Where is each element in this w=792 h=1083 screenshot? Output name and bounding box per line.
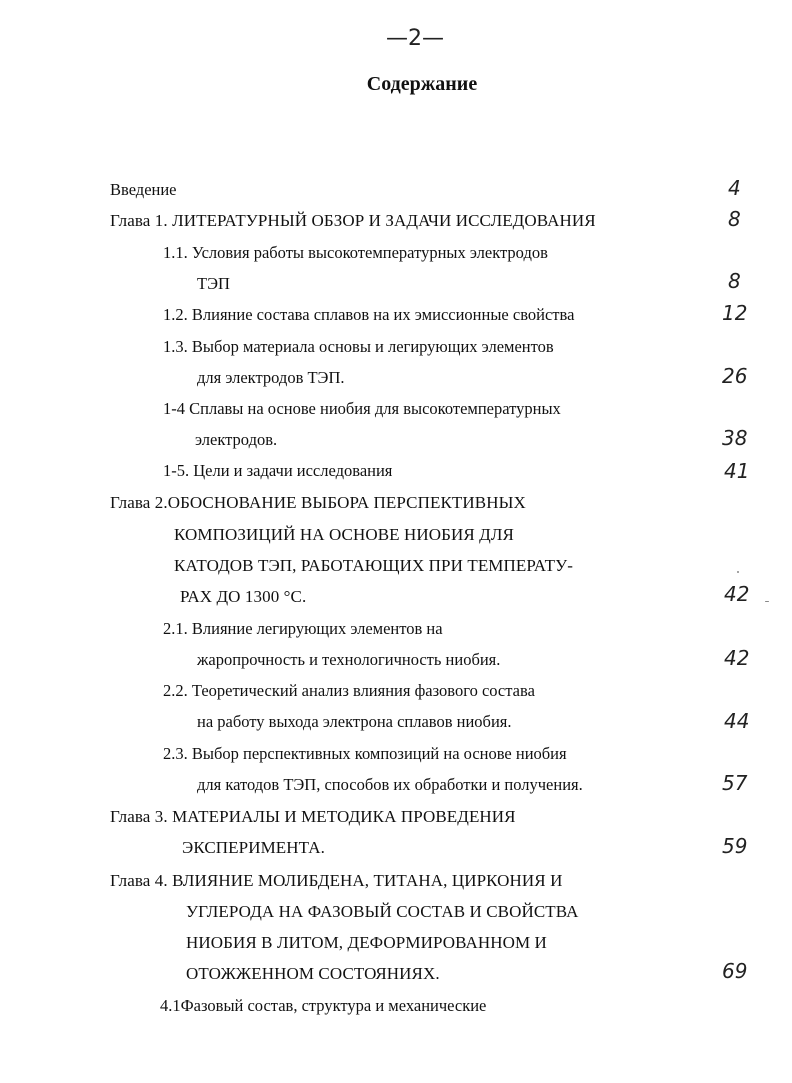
toc-entry-chapter-3-cont: ЭКСПЕРИМЕНТА. [182, 838, 326, 857]
toc-entry-2-1-cont: жаропрочность и технологичность ниобия. [197, 650, 501, 669]
scan-speck [737, 571, 739, 573]
toc-page-number: 41 [724, 459, 750, 483]
toc-entry-chapter-2-cont: КОМПОЗИЦИЙ НА ОСНОВЕ НИОБИЯ ДЛЯ [174, 525, 514, 544]
toc-page-number: 42 [724, 646, 750, 670]
toc-entry-1-4: 1-4 Сплавы на основе ниобия для высокотемпературных [163, 399, 561, 418]
toc-page-number: 57 [722, 771, 748, 795]
toc-page-number: 44 [724, 709, 750, 733]
toc-entry-2-3-cont: для катодов ТЭП, способов их обработки и получения. [197, 775, 583, 794]
toc-entry-chapter-1: Глава 1. ЛИТЕРАТУРНЫЙ ОБЗОР И ЗАДАЧИ ИССЛЕДОВАНИЯ [110, 211, 596, 230]
toc-page-number: 8 [728, 269, 741, 293]
page-number: —2— [386, 26, 444, 51]
toc-entry-1-2: 1.2. Влияние состава сплавов на их эмиссионные свойства [163, 305, 575, 324]
toc-entry-1-4-cont: электродов. [195, 430, 278, 449]
toc-entry-2-3: 2.3. Выбор перспективных композиций на основе ниобия [163, 744, 567, 763]
toc-entry-chapter-2: Глава 2.ОБОСНОВАНИЕ ВЫБОРА ПЕРСПЕКТИВНЫХ [110, 493, 526, 512]
toc-entry-chapter-4: Глава 4. ВЛИЯНИЕ МОЛИБДЕНА, ТИТАНА, ЦИРКОНИЯ И [110, 871, 563, 890]
toc-page-number: 69 [722, 959, 748, 983]
toc-page-number: 8 [728, 207, 741, 231]
toc-page-number: 26 [722, 364, 748, 388]
page-title: Содержание [366, 73, 478, 95]
toc-entry-1-3-cont: для электродов ТЭП. [197, 368, 345, 387]
scan-speck [765, 601, 769, 602]
toc-entry-chapter-3: Глава 3. МАТЕРИАЛЫ И МЕТОДИКА ПРОВЕДЕНИЯ [110, 807, 516, 826]
toc-entry-chapter-2-cont: КАТОДОВ ТЭП, РАБОТАЮЩИХ ПРИ ТЕМПЕРАТУ- [174, 556, 574, 575]
toc-entry-chapter-4-cont: УГЛЕРОДА НА ФАЗОВЫЙ СОСТАВ И СВОЙСТВА [186, 902, 579, 921]
toc-entry-1-1-cont: ТЭП [197, 274, 230, 293]
toc-entry-2-2: 2.2. Теоретический анализ влияния фазового состава [163, 681, 535, 700]
toc-page-number: 4 [728, 176, 741, 200]
toc-entry-1-3: 1.3. Выбор материала основы и легирующих элементов [163, 337, 554, 356]
toc-page-number: 42 [724, 582, 750, 606]
toc-page-number: 59 [722, 834, 748, 858]
toc-entry-introduction: Введение [110, 180, 177, 199]
toc-entry-1-1: 1.1. Условия работы высокотемпературных электродов [163, 243, 548, 262]
toc-entry-chapter-2-cont: РАХ ДО 1300 °С. [180, 587, 307, 606]
toc-page-number: 12 [722, 301, 748, 325]
toc-entry-chapter-4-cont: НИОБИЯ В ЛИТОМ, ДЕФОРМИРОВАННОМ И [186, 933, 547, 952]
toc-entry-1-5: 1-5. Цели и задачи исследования [163, 461, 393, 480]
toc-entry-4-1: 4.1Фазовый состав, структура и механические [160, 996, 487, 1015]
toc-entry-2-1: 2.1. Влияние легирующих элементов на [163, 619, 443, 638]
toc-entry-chapter-4-cont: ОТОЖЖЕННОМ СОСТОЯНИЯХ. [186, 964, 440, 983]
toc-page-number: 38 [722, 426, 748, 450]
toc-entry-2-2-cont: на работу выхода электрона сплавов ниобия. [197, 712, 512, 731]
